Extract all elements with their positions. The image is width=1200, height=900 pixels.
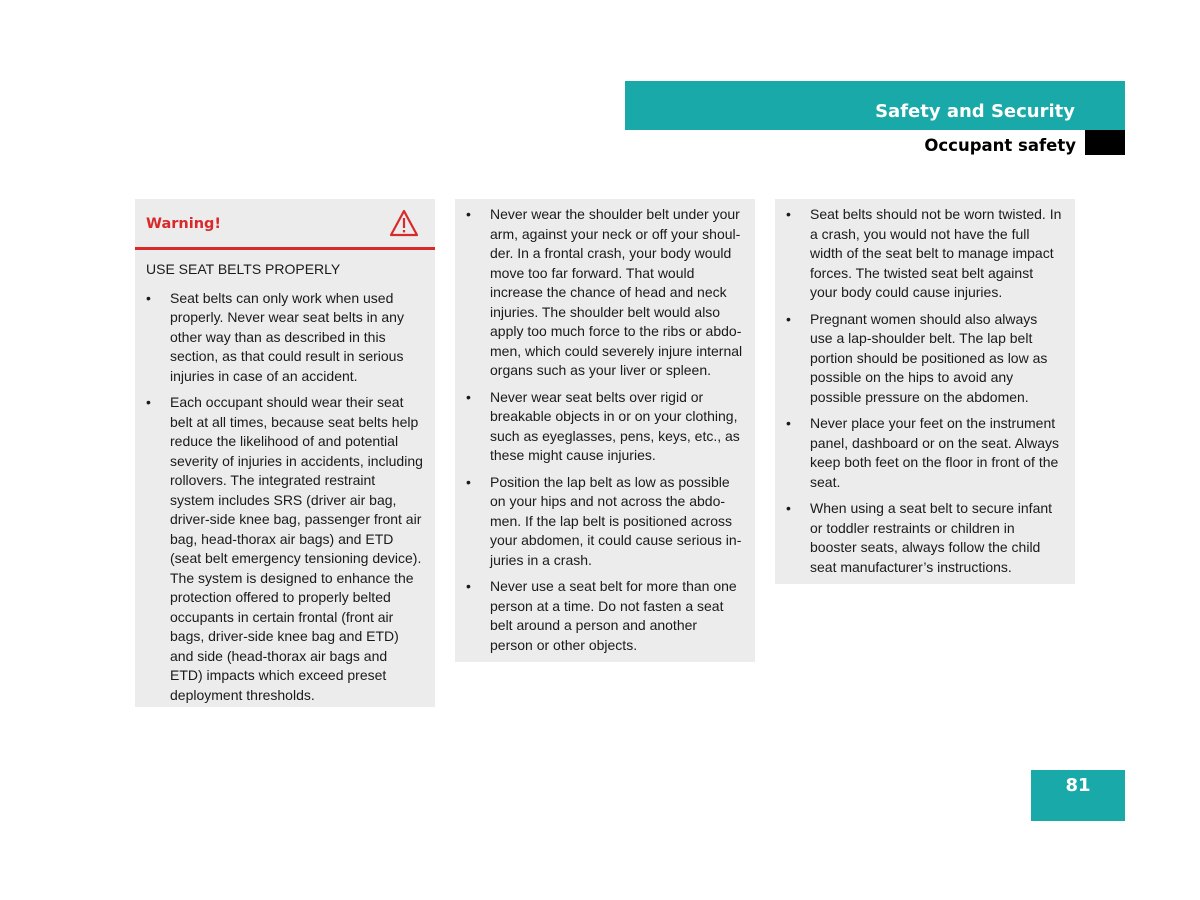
- warning-box: [135, 199, 435, 707]
- list-item-text: Seat belts can only work when used properly. Never wear seat belts in any other way than as described in this section, as that could result in serious injuries in case of an accident.: [170, 289, 404, 384]
- middle-list: [455, 205, 755, 655]
- list-item: [786, 205, 1063, 303]
- warning-header: [135, 199, 435, 250]
- list-item: [786, 310, 1063, 408]
- bullet-icon: •: [786, 500, 791, 516]
- subsection-title: Occupant safety: [924, 136, 1076, 155]
- list-item-text: Never place your feet on the instrument panel, dashboard or on the seat. Always keep both feet on the floor in front of the seat.: [810, 415, 1060, 490]
- warning-heading: USE SEAT BELTS PROPERLY: [146, 261, 341, 277]
- list-item-text: Seat belts should not be worn twisted. In a crash, you would not have the full width of the seat belt to manage impact forces. The twisted seat belt against your body could cause injuries.: [810, 206, 1062, 300]
- list-item: [786, 414, 1063, 492]
- bullet-icon: •: [466, 206, 471, 222]
- list-item-text: When using a seat belt to secure infant or toddler restraints or children in booster seats, always follow the child seat manufacturer’s instructions.: [810, 500, 1053, 575]
- list-item-text: Position the lap belt as low as possible on your hips and not across the abdomen. If the lap belt is positioned across your abdomen, it could cause serious injuries in a crash.: [490, 473, 742, 568]
- list-item: [786, 499, 1063, 577]
- bullet-icon: •: [466, 578, 471, 594]
- list-item-text: Never use a seat belt for more than one person at a time. Do not fasten a seat belt around a person and another person or other objects.: [490, 578, 737, 653]
- right-list: [775, 205, 1075, 577]
- section-title: Safety and Security: [875, 101, 1075, 122]
- list-item: [466, 388, 743, 466]
- warning-list: [135, 280, 435, 706]
- list-item: [466, 577, 743, 655]
- list-item: [146, 393, 423, 705]
- list-item-text: Each occupant should wear their seat belt at all times, because seat belts help reduce the likelihood of and potential severity of injuries in accidents, including rollovers. The integrated restraint system includes SRS (driver air bag, driver-side knee bag, passenger front air bag, head-thorax air bags) and ETD (seat belt emergency tensioning device). The system is designed to enhance the protection offered to properly belted occupants in certain frontal (front air bags, driver-side knee bag and ETD) and side (head-thorax air bags and ETD) impacts which exceed preset deployment thresholds.: [170, 394, 423, 703]
- list-item: [466, 205, 743, 381]
- section-tab-marker: [1085, 130, 1125, 155]
- list-item-text: Pregnant women should also always use a lap-shoulder belt. The lap belt portion should be positioned as low as possible on the hips to avoid any possible pressure on the abdomen.: [810, 310, 1048, 405]
- page-number: 81: [1065, 775, 1091, 796]
- warning-label: Warning!: [146, 216, 222, 232]
- list-item: [146, 289, 423, 387]
- bullet-icon: •: [466, 388, 471, 405]
- list-item-text: Never wear seat belts over rigid or breakable objects in or on your clothing, such as eyeglasses, pens, keys, etc., as these might cause injuries.: [490, 388, 740, 463]
- bullet-icon: •: [146, 289, 151, 306]
- bullet-icon: •: [466, 473, 471, 490]
- right-column-box: [775, 199, 1075, 584]
- list-item-text: Never wear the shoulder belt under your arm, against your neck or off your shoulder. In a frontal crash, your body would move too far forward. That would increase the chance of head and neck injuries. The shoulder belt would also apply too much force to the ribs or abdomen, which could severely injure internal organs such as your liver or spleen.: [490, 206, 743, 378]
- bullet-icon: •: [786, 415, 791, 431]
- bullet-icon: •: [786, 310, 791, 327]
- warning-triangle-icon: [389, 209, 419, 237]
- bullet-icon: •: [786, 206, 791, 222]
- bullet-icon: •: [146, 394, 151, 410]
- middle-column-box: [455, 199, 755, 662]
- list-item: [466, 473, 743, 571]
